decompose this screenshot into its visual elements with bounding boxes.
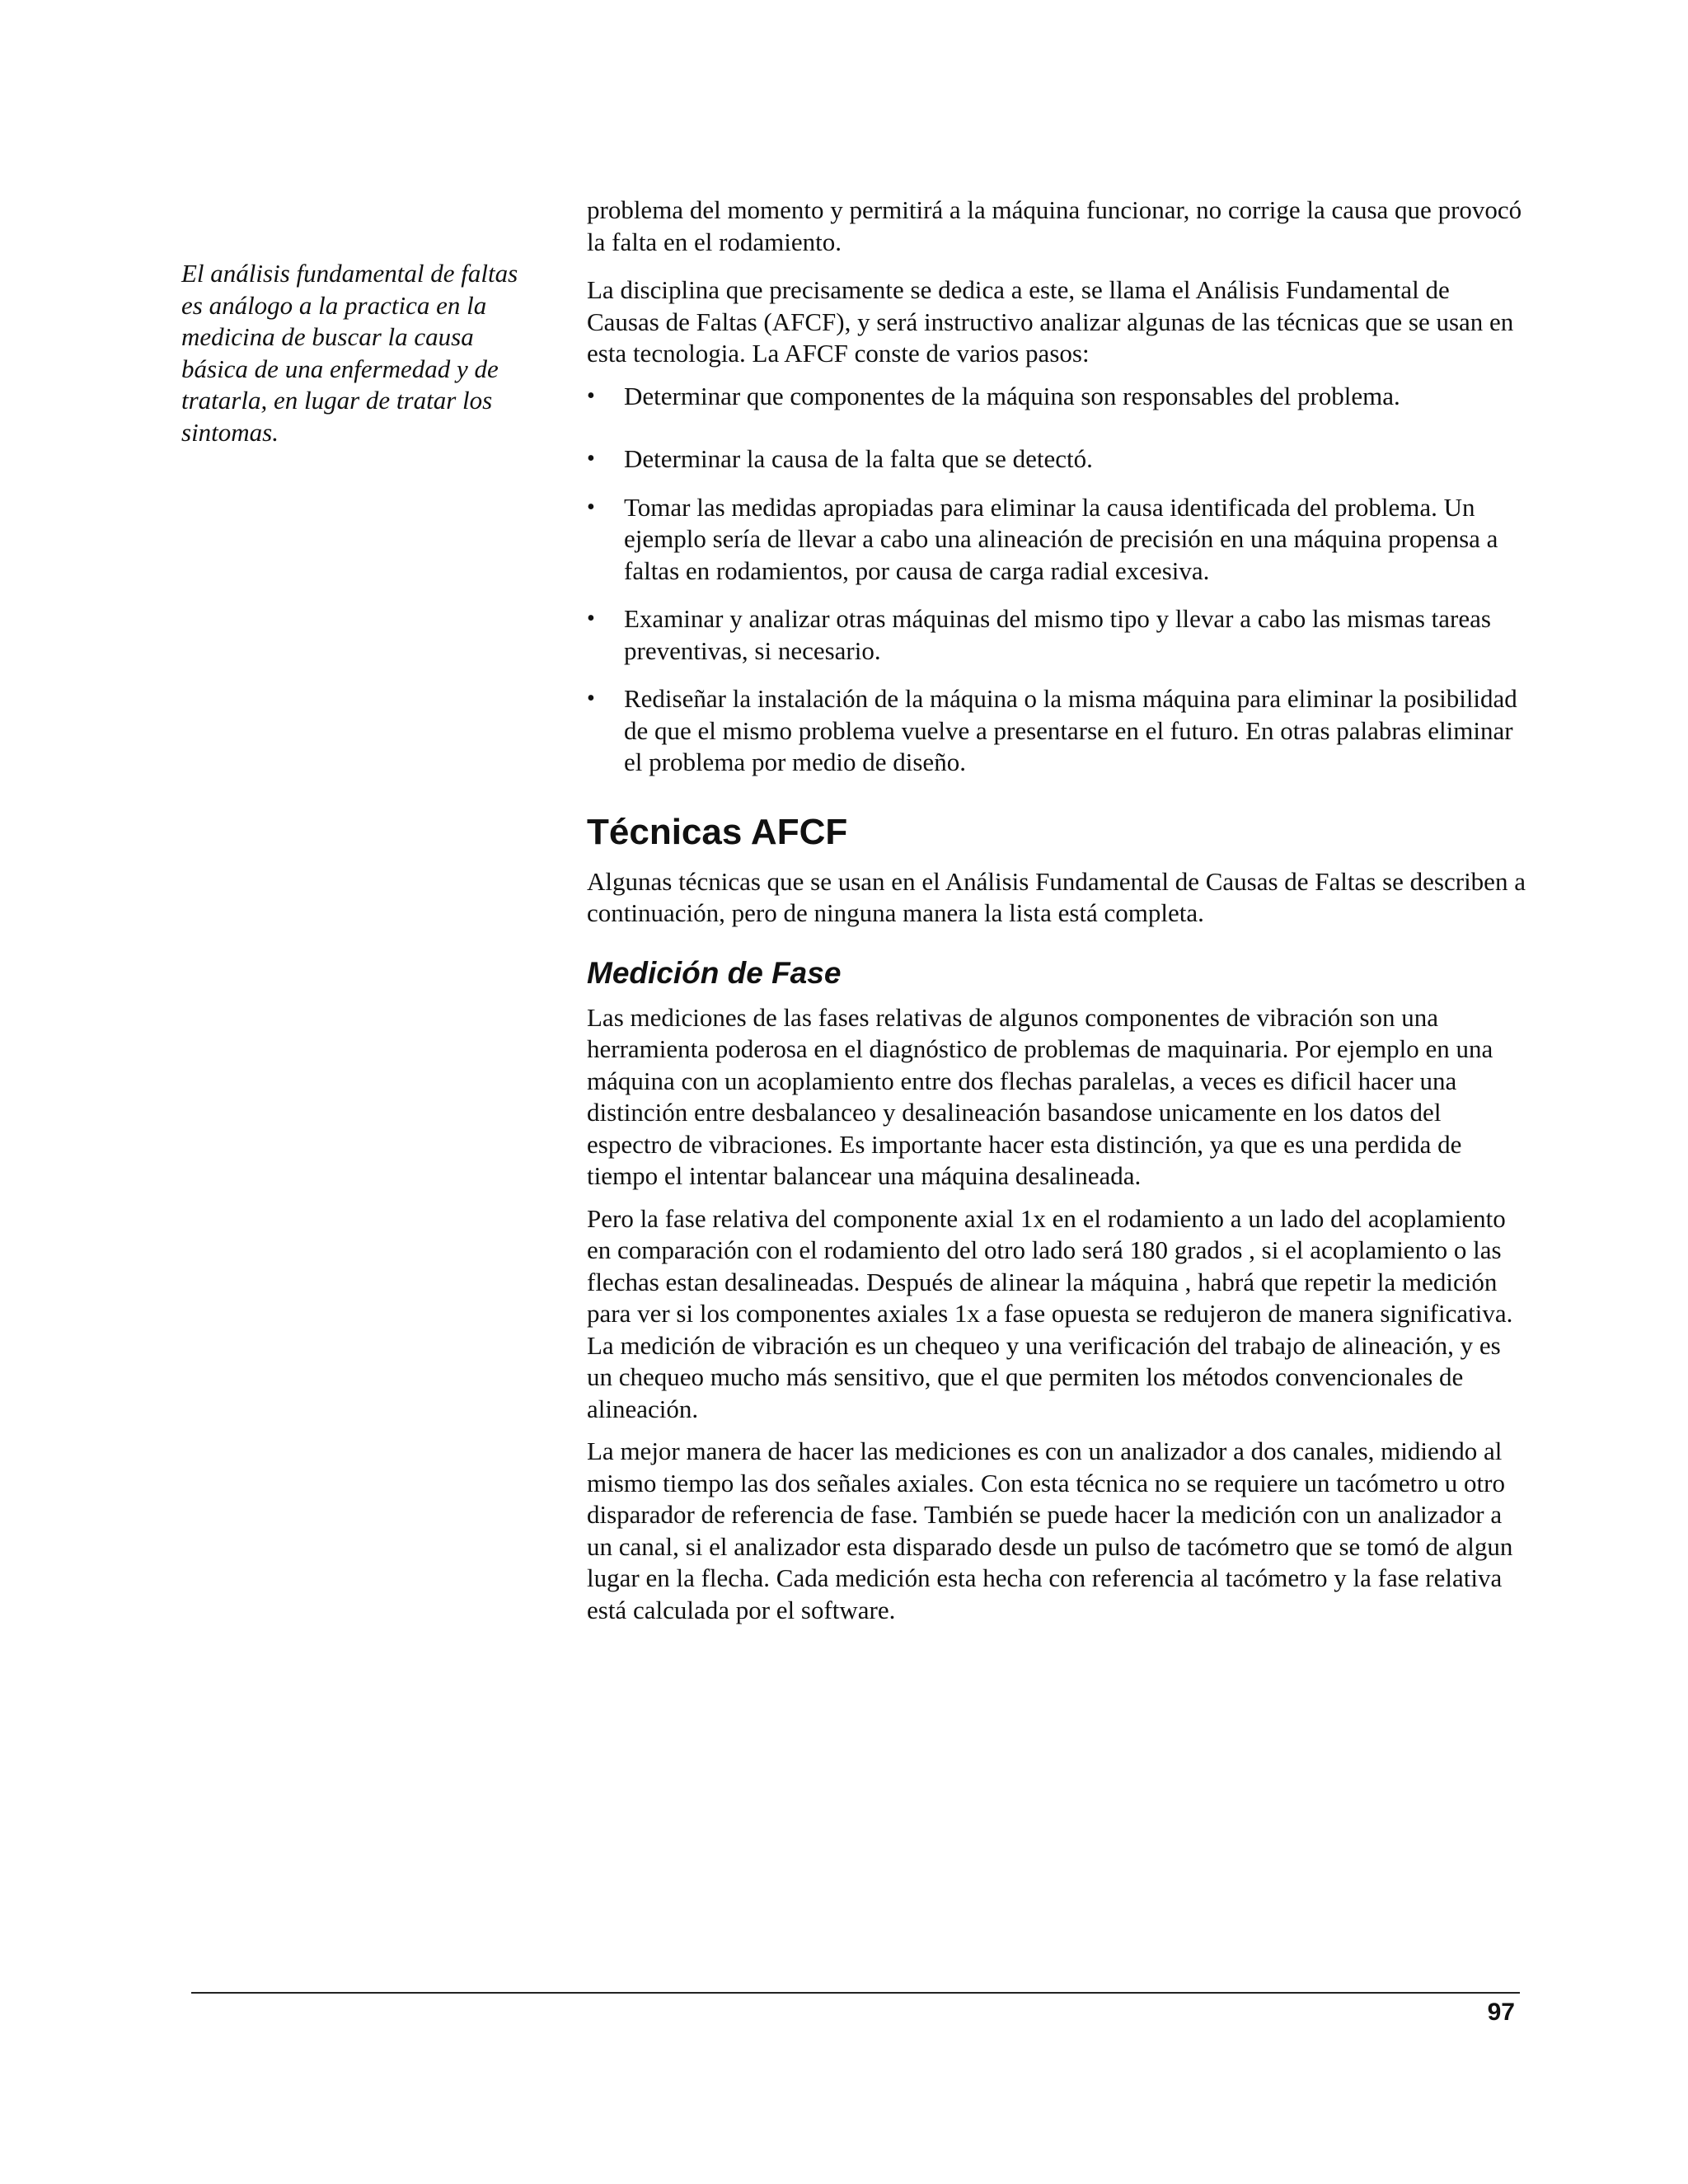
body-paragraph: La mejor manera de hacer las mediciones es con un analizador a dos canales, midiendo al mismo tiempo las dos señales axiales. Con esta técnica no se requiere un tacómetro u otro disparador de referencia de fase. También se puede hacer la medición con un analizador a un canal, si el analizador esta disparado desde un pulso de tacómetro que se tomó de algun lugar en la flecha. Cada medición esta hecha con referencia al tacómetro y la fase relativa está calculada por el software.	[587, 1436, 1513, 1624]
list-item-text: Examinar y analizar otras máquinas del mismo tipo y llevar a cabo las mismas tareas preventivas, si necesario.	[624, 604, 1491, 665]
bullet-icon: •	[587, 446, 595, 471]
footer-divider	[191, 1992, 1520, 1994]
list-item	[587, 683, 1526, 779]
continuation-paragraph: problema del momento y permitirá a la máquina funcionar, no corrige la causa que provocó la falta en el rodamiento.	[587, 195, 1522, 256]
list-item	[587, 492, 1526, 588]
list-item	[587, 603, 1526, 667]
page-number: 97	[1487, 1999, 1515, 2026]
bullet-icon: •	[587, 686, 595, 711]
list-item-text: Determinar la causa de la falta que se detectó.	[624, 444, 1093, 473]
list-item-text: Tomar las medidas apropiadas para eliminar la causa identificada del problema. Un ejemplo sería de llevar a cabo una alineación de precisión en una máquina propensa a faltas en rodamientos, por causa de carga radial excesiva.	[624, 492, 1498, 585]
bullet-icon: •	[587, 606, 595, 631]
list-item-text: Determinar que componentes de la máquina son responsables del problema.	[624, 381, 1400, 410]
list-item	[587, 381, 1526, 413]
section-intro-paragraph: Algunas técnicas que se usan en el Análisis Fundamental de Causas de Faltas se describen a continuación, pero de ninguna manera la lista está completa.	[587, 866, 1526, 927]
discipline-paragraph: La disciplina que precisamente se dedica a este, se llama el Análisis Fundamental de Causas de Faltas (AFCF), y será instructivo analizar algunas de las técnicas que se usan en esta tecnologia. La AFCF conste de varios pasos:	[587, 275, 1514, 368]
body-paragraph: Las mediciones de las fases relativas de algunos componentes de vibración son una herramienta poderosa en el diagnóstico de problemas de maquinaria. Por ejemplo en una máquina con un acoplamiento entre dos flechas paralelas, a veces es dificil hacer una distinción entre desbalanceo y desalineación basandose unicamente en los datos del espectro de vibraciones. Es importante hacer esta distinción, ya que es una perdida de tiempo el intentar balancear una máquina desalineada.	[587, 1002, 1493, 1190]
margin-note: El análisis fundamental de faltas es análogo a la practica en la medicina de buscar la causa básica de una enfermedad y de tratarla, en lugar de tratar los sintomas.	[181, 259, 518, 447]
bullet-icon: •	[587, 382, 595, 409]
main-column	[587, 194, 1526, 1637]
subsection-heading: Medición de Fase	[587, 955, 842, 990]
list-item	[587, 443, 1526, 476]
afcf-steps-list	[587, 381, 1526, 779]
body-paragraph: Pero la fase relativa del componente axial 1x en el rodamiento a un lado del acoplamiento en comparación con el rodamiento del otro lado será 180 grados , si el acoplamiento o las flechas estan desalineadas. Después de alinear la máquina , habrá que repetir la medición para ver si los componentes axiales 1x a fase opuesta se redujeron de manera significativa. La medición de vibración es un chequeo y una verificación del trabajo de alineación, y es un chequeo mucho más sensitivo, que el que permiten los métodos convencionales de alineación.	[587, 1203, 1513, 1423]
list-item-text: Rediseñar la instalación de la máquina o la misma máquina para eliminar la posibilidad de que el mismo problema vuelve a presentarse en el futuro. En otras palabras eliminar el problema por medio de diseño.	[624, 684, 1517, 776]
bullet-icon: •	[587, 494, 595, 520]
section-heading: Técnicas AFCF	[587, 811, 848, 852]
